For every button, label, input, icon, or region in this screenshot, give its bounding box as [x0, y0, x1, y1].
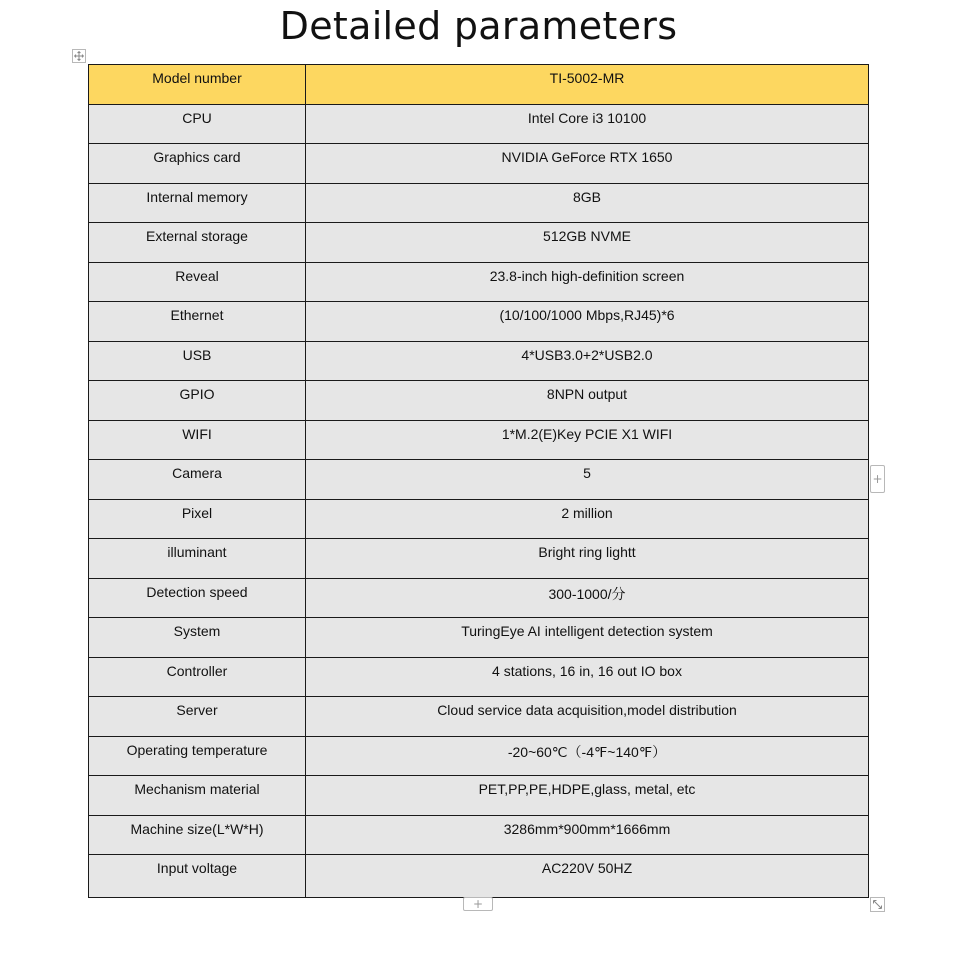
- table-cell-label[interactable]: System: [89, 618, 306, 658]
- table-cell-label[interactable]: Internal memory: [89, 183, 306, 223]
- table-cell-value[interactable]: AC220V 50HZ: [306, 855, 869, 898]
- table-cell-label[interactable]: Camera: [89, 460, 306, 500]
- table-cell-label[interactable]: Server: [89, 697, 306, 737]
- table-cell-value[interactable]: Bright ring lightt: [306, 539, 869, 579]
- table-row: [89, 855, 869, 898]
- table-cell-label[interactable]: Input voltage: [89, 855, 306, 898]
- table-cell-label[interactable]: Operating temperature: [89, 736, 306, 776]
- table-cell-value[interactable]: 1*M.2(E)Key PCIE X1 WIFI: [306, 420, 869, 460]
- table-cell-value[interactable]: (10/100/1000 Mbps,RJ45)*6: [306, 302, 869, 342]
- table-row: [89, 341, 869, 381]
- table-cell-value[interactable]: Intel Core i3 10100: [306, 104, 869, 144]
- table-cell-label[interactable]: Pixel: [89, 499, 306, 539]
- table-move-icon[interactable]: [72, 49, 86, 63]
- table-row: [89, 657, 869, 697]
- table-cell-value[interactable]: 8GB: [306, 183, 869, 223]
- table-cell-value[interactable]: TI-5002-MR: [306, 65, 869, 105]
- table-cell-label[interactable]: WIFI: [89, 420, 306, 460]
- add-column-button[interactable]: +: [870, 465, 885, 493]
- add-row-button[interactable]: +: [463, 897, 493, 911]
- table-cell-value[interactable]: 5: [306, 460, 869, 500]
- table-cell-value[interactable]: 4*USB3.0+2*USB2.0: [306, 341, 869, 381]
- table-cell-label[interactable]: CPU: [89, 104, 306, 144]
- table-cell-value[interactable]: 2 million: [306, 499, 869, 539]
- table-cell-label[interactable]: USB: [89, 341, 306, 381]
- table-resize-icon[interactable]: [870, 897, 885, 912]
- table-row: [89, 736, 869, 776]
- table-cell-value[interactable]: 23.8-inch high-definition screen: [306, 262, 869, 302]
- table-cell-value[interactable]: -20~60℃（-4℉~140℉）: [306, 736, 869, 776]
- table-cell-label[interactable]: Graphics card: [89, 144, 306, 184]
- table-row: [89, 420, 869, 460]
- table-row: [89, 460, 869, 500]
- table-cell-value[interactable]: 300-1000/分: [306, 578, 869, 618]
- table-row: [89, 618, 869, 658]
- table-row: [89, 144, 869, 184]
- table-row: [89, 104, 869, 144]
- table-row: [89, 815, 869, 855]
- table-cell-label[interactable]: GPIO: [89, 381, 306, 421]
- table-row: [89, 578, 869, 618]
- table-row: [89, 223, 869, 263]
- table-cell-label[interactable]: Detection speed: [89, 578, 306, 618]
- table-cell-label[interactable]: Model number: [89, 65, 306, 105]
- table-cell-value[interactable]: 3286mm*900mm*1666mm: [306, 815, 869, 855]
- table-cell-value[interactable]: PET,PP,PE,HDPE,glass, metal, etc: [306, 776, 869, 816]
- parameters-table: [88, 64, 869, 898]
- table-row: [89, 697, 869, 737]
- table-cell-value[interactable]: TuringEye AI intelligent detection system: [306, 618, 869, 658]
- table-row: [89, 183, 869, 223]
- table-cell-value[interactable]: 4 stations, 16 in, 16 out IO box: [306, 657, 869, 697]
- table-row: [89, 381, 869, 421]
- table-cell-label[interactable]: Controller: [89, 657, 306, 697]
- table-cell-value[interactable]: 8NPN output: [306, 381, 869, 421]
- table-header-row: [89, 65, 869, 105]
- table-cell-value[interactable]: Cloud service data acquisition,model distribution: [306, 697, 869, 737]
- table-cell-value[interactable]: NVIDIA GeForce RTX 1650: [306, 144, 869, 184]
- page-title: Detailed parameters: [279, 4, 678, 48]
- table-cell-label[interactable]: Reveal: [89, 262, 306, 302]
- table-row: [89, 539, 869, 579]
- table-cell-label[interactable]: illuminant: [89, 539, 306, 579]
- table-cell-label[interactable]: Ethernet: [89, 302, 306, 342]
- table-row: [89, 499, 869, 539]
- table-cell-label[interactable]: Machine size(L*W*H): [89, 815, 306, 855]
- table-cell-value[interactable]: 512GB NVME: [306, 223, 869, 263]
- table-row: [89, 262, 869, 302]
- table-row: [89, 776, 869, 816]
- table-row: [89, 302, 869, 342]
- table-cell-label[interactable]: External storage: [89, 223, 306, 263]
- table-cell-label[interactable]: Mechanism material: [89, 776, 306, 816]
